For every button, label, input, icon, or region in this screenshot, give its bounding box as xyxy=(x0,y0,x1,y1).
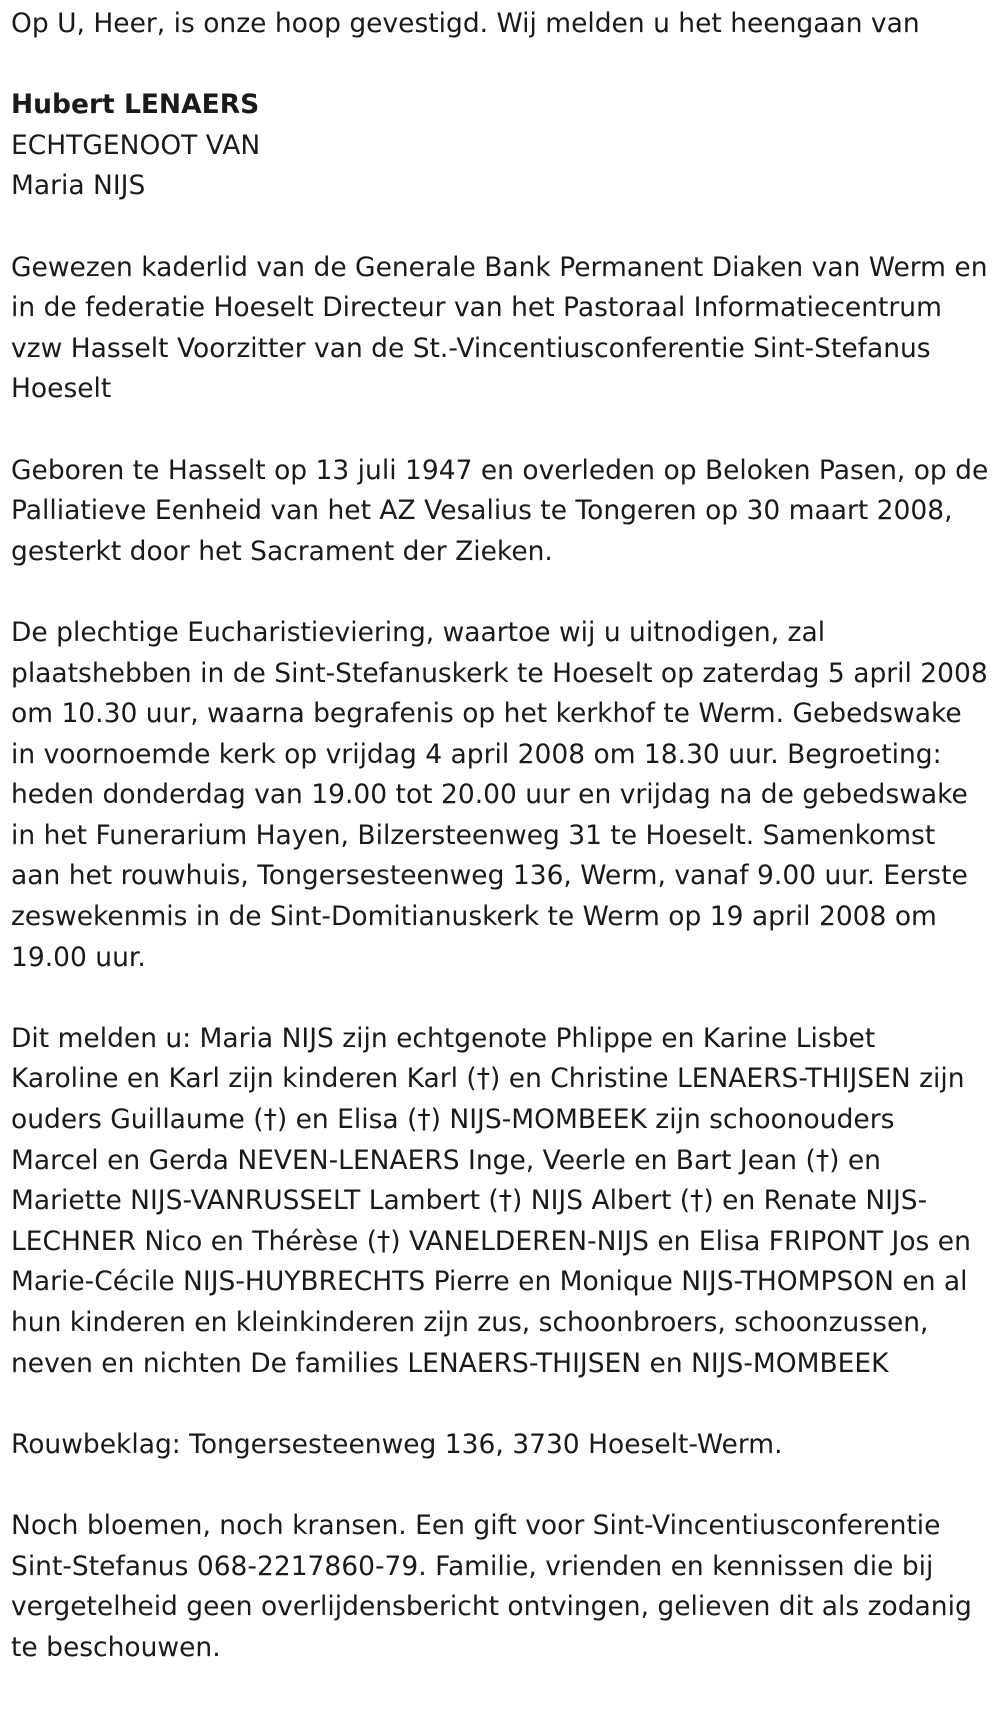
spacer xyxy=(11,572,990,613)
relation-label: ECHTGENOOT VAN xyxy=(11,129,261,161)
birth-death-paragraph: Geboren te Hasselt op 13 juli 1947 en overleden op Beloken Pasen, op de Palliatieve Eenheid van het AZ Vesalius te Tongeren op 30 maart 2008, gesterkt door het Sacrament der Zieken. xyxy=(11,454,989,567)
spacer xyxy=(11,410,990,451)
spacer xyxy=(11,1384,990,1425)
spacer xyxy=(11,1465,990,1506)
spacer xyxy=(11,978,990,1019)
condolence-address: Rouwbeklag: Tongersesteenweg 136, 3730 Hoeselt-Werm. xyxy=(11,1428,783,1460)
spacer xyxy=(11,45,990,86)
deceased-name: Hubert LENAERS xyxy=(11,89,260,121)
career-paragraph: Gewezen kaderlid van de Generale Bank Permanent Diaken van Werm en in de federatie Hoeselt Directeur van het Pastoraal Informatiecentrum vzw Hasselt Voorzitter van de St.-Vincentiusconferentie Sint-Stefanus Hoeselt xyxy=(11,251,988,405)
closing-paragraph: Noch bloemen, noch kransen. Een gift voor Sint-Vincentiusconferentie Sint-Stefanus 068-2217860-79. Familie, vrienden en kennissen die bij vergetelheid geen overlijdensbericht ontvingen, gelieven dit als zodanig te beschouwen. xyxy=(11,1509,972,1663)
obituary-document xyxy=(0,4,1000,1668)
intro-text: Op U, Heer, is onze hoop gevestigd. Wij melden u het heengaan van xyxy=(11,8,920,39)
family-paragraph: Dit melden u: Maria NIJS zijn echtgenote Phlippe en Karine Lisbet Karoline en Karl zijn kinderen Karl (†) en Christine LENAERS-THIJSEN zijn ouders Guillaume (†) en Elisa (†) NIJS-MOMBEEK zijn schoonouders Marcel en Gerda NEVEN-LENAERS Inge, Veerle en Bart Jean (†) en Mariette NIJS-VANRUSSELT Lambert (†) NIJS Albert (†) en Renate NIJS-LECHNER Nico en Thérèse (†) VANELDEREN-NIJS en Elisa FRIPONT Jos en Marie-Cécile NIJS-HUYBRECHTS Pierre en Monique NIJS-THOMPSON en al hun kinderen en kleinkinderen zijn zus, schoonbroers, schoonzussen, neven en nichten De families LENAERS-THIJSEN en NIJS-MOMBEEK xyxy=(11,1022,971,1379)
spacer xyxy=(11,207,990,248)
ceremony-paragraph: De plechtige Eucharistieviering, waartoe wij u uitnodigen, zal plaatshebben in de Sint-Stefanuskerk te Hoeselt op zaterdag 5 april 2008 om 10.30 uur, waarna begrafenis op het kerkhof te Werm. Gebedswake in voornoemde kerk op vrijdag 4 april 2008 om 18.30 uur. Begroeting: heden donderdag van 19.00 tot 20.00 uur en vrijdag na de gebedswake in het Funerarium Hayen, Bilzersteenweg 31 te Hoeselt. Samenkomst aan het rouwhuis, Tongersesteenweg 136, Werm, vanaf 9.00 uur. Eerste zeswekenmis in de Sint-Domitianuskerk te Werm op 19 april 2008 om 19.00 uur. xyxy=(11,616,988,973)
spouse-name: Maria NIJS xyxy=(11,170,146,202)
